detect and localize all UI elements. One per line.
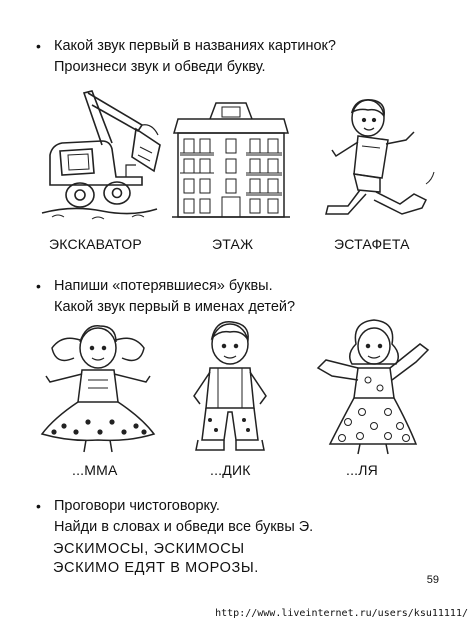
task-2-line-1: Напиши «потерявшиеся» буквы. — [54, 278, 273, 294]
task-1-line-1: Какой звук первый в названиях картинок? — [54, 38, 336, 54]
page-number: 59 — [426, 574, 439, 586]
building-drawing — [170, 97, 292, 222]
girl-olya-drawing — [312, 314, 434, 456]
boy-vadik-drawing — [180, 316, 280, 456]
bullet: • — [36, 278, 41, 294]
bullet: • — [36, 498, 41, 514]
excavator-drawing — [32, 85, 167, 225]
word-emma-missing: ...ММА — [72, 462, 118, 478]
task-3-line-1: Проговори чистоговорку. — [54, 498, 220, 514]
word-olya-missing: ...ЛЯ — [346, 462, 378, 478]
tongue-twister-line-1: ЭСКИМОСЫ, ЭСКИМОСЫ — [53, 541, 245, 557]
word-excavator: ЭКСКАВАТОР — [49, 236, 142, 252]
running-boy-drawing — [322, 94, 440, 226]
task-3-line-2: Найди в словах и обведи все буквы Э. — [54, 519, 314, 535]
word-floor: ЭТАЖ — [212, 236, 254, 252]
source-url[interactable]: http://www.liveinternet.ru/users/ksu11111/ — [215, 608, 468, 619]
word-relay: ЭСТАФЕТА — [334, 236, 410, 252]
girl-emma-drawing — [30, 318, 166, 456]
bullet: • — [36, 38, 41, 54]
word-vadik-missing: ...ДИК — [210, 462, 251, 478]
tongue-twister — [53, 540, 259, 578]
task-1-line-2: Произнеси звук и обведи букву. — [54, 59, 266, 75]
task-2-line-2: Какой звук первый в именах детей? — [54, 299, 296, 315]
tongue-twister-line-2: ЭСКИМО ЕДЯТ В МОРОЗЫ. — [53, 560, 259, 576]
